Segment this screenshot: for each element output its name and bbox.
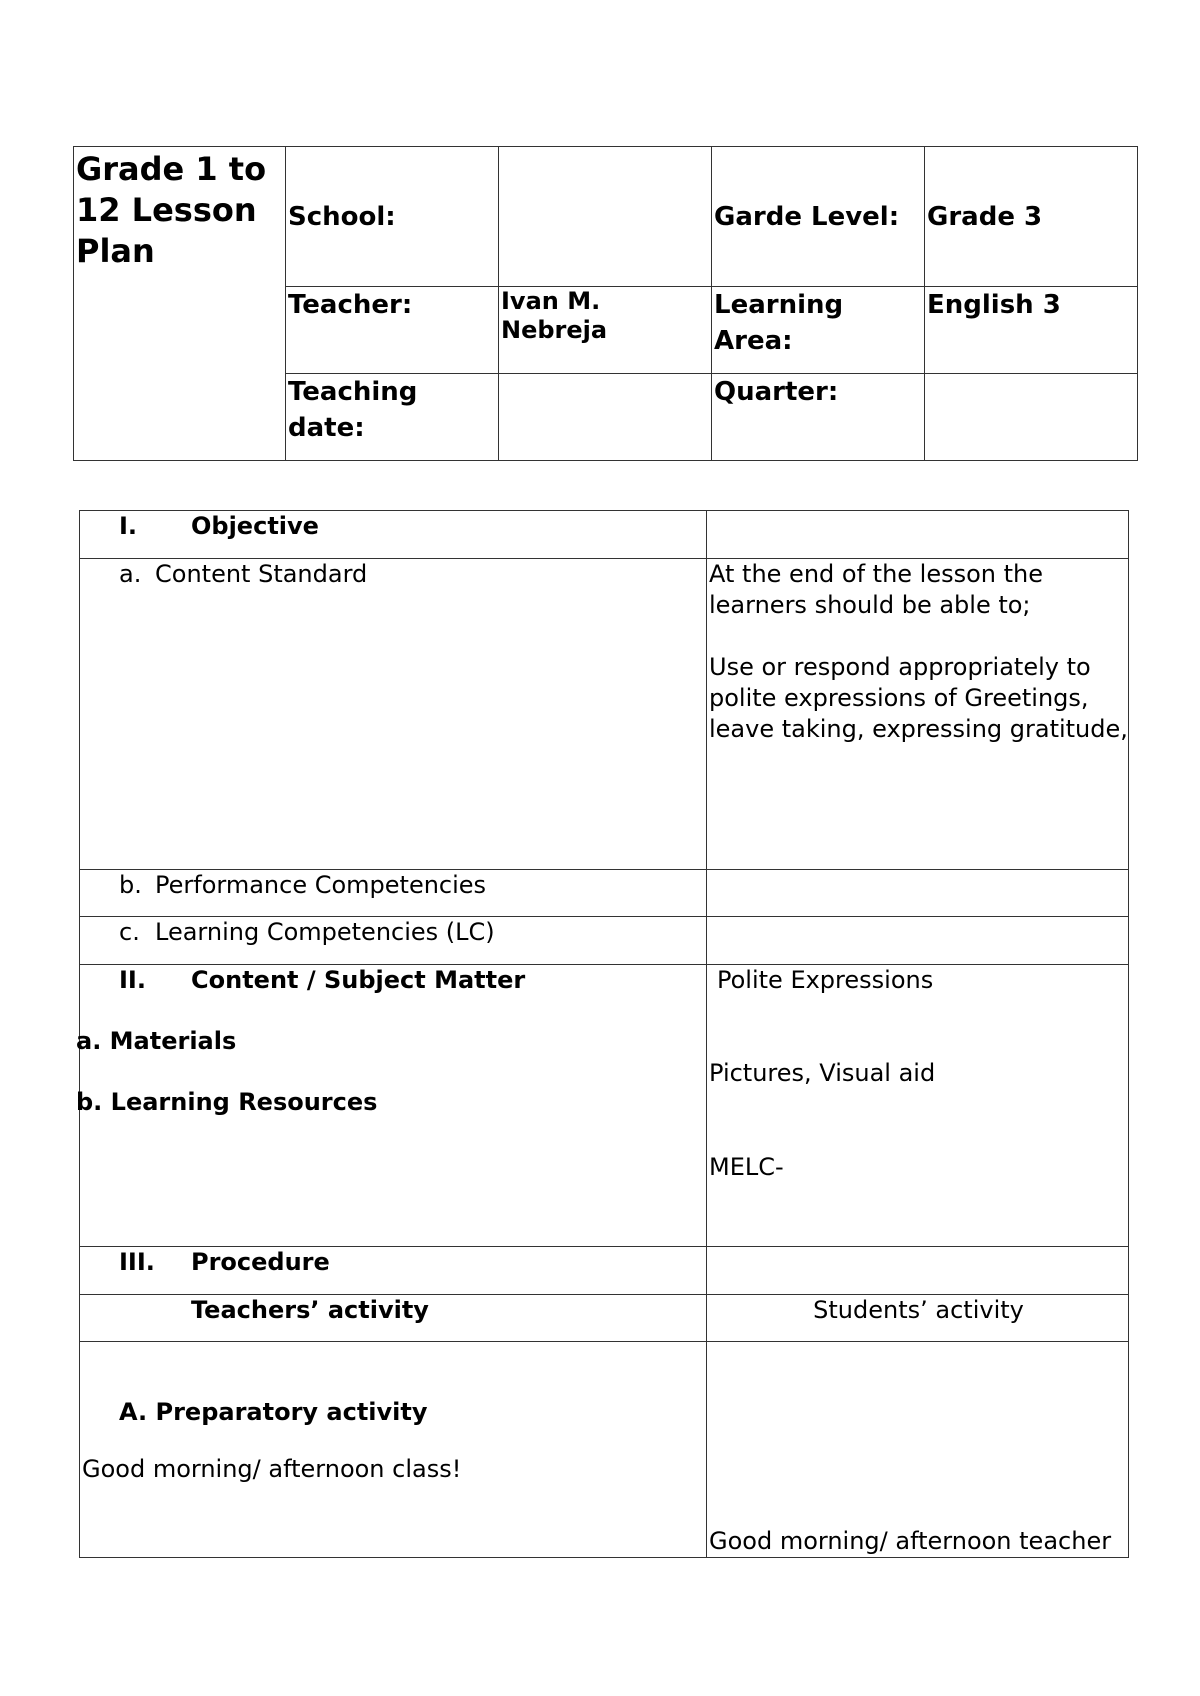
content-standard-label: Content Standard [155, 560, 368, 588]
quarter-value [925, 374, 1138, 461]
procedure-numeral: III. [119, 1248, 155, 1276]
school-label: School: [286, 147, 499, 287]
school-value [499, 147, 712, 287]
lesson-plan-title: Grade 1 to 12 Lesson Plan [74, 147, 286, 461]
content-cell [76, 965, 707, 1247]
learning-competencies-letter: c. [119, 918, 140, 946]
teaching-date-label: Teaching date: [286, 374, 499, 461]
students-activity-heading: Students’ activity [707, 1295, 1129, 1342]
objective-numeral: I. [119, 512, 138, 540]
learning-resources-value: MELC- [709, 1153, 784, 1181]
content-value-cell [707, 965, 1129, 1247]
learning-competencies-label: Learning Competencies (LC) [155, 918, 495, 946]
objective-heading: Objective [191, 512, 319, 540]
performance-value-cell [707, 870, 1129, 917]
teachers-activity-heading: Teachers’ activity [191, 1296, 429, 1324]
teacher-greeting-text: Good morning/ afternoon class! [82, 1455, 462, 1483]
learning-competencies-cell [80, 917, 707, 965]
objective-intro-text: At the end of the lesson the learners should be able to; [709, 560, 1044, 619]
procedure-value-cell [707, 1247, 1129, 1295]
objective-row [80, 511, 1129, 559]
teaching-date-value [499, 374, 712, 461]
objective-value-cell [707, 511, 1129, 559]
content-standard-row [80, 559, 1129, 870]
learning-competencies-row [80, 917, 1129, 965]
content-standard-letter: a. [119, 560, 142, 588]
content-standard-cell [80, 559, 707, 870]
objective-detail-text: Use or respond appropriately to polite expressions of Greetings, leave taking, expressing gratitude, [709, 653, 1128, 743]
teacher-value: Ivan M. Nebreja [499, 287, 712, 374]
quarter-label: Quarter: [712, 374, 925, 461]
content-standard-value-cell [707, 559, 1129, 870]
content-numeral: II. [119, 966, 146, 994]
content-row [80, 965, 1129, 1247]
learning-area-value: English 3 [925, 287, 1138, 374]
materials-label: a. Materials [76, 1027, 237, 1055]
activity-header-row [80, 1295, 1129, 1342]
materials-value: Pictures, Visual aid [709, 1059, 936, 1087]
objective-cell [80, 511, 707, 559]
teachers-activity-header-cell [80, 1295, 707, 1342]
learning-competencies-value-cell [707, 917, 1129, 965]
grade-level-value: Grade 3 [925, 147, 1138, 287]
preparatory-student-cell [707, 1342, 1129, 1558]
procedure-heading: Procedure [191, 1248, 330, 1276]
performance-row [80, 870, 1129, 917]
performance-letter: b. [119, 871, 142, 899]
lesson-plan-body-table [76, 510, 1129, 1558]
learning-area-label: Learning Area: [712, 287, 925, 374]
teacher-label: Teacher: [286, 287, 499, 374]
procedure-cell [80, 1247, 707, 1295]
procedure-row [80, 1247, 1129, 1295]
performance-cell [80, 870, 707, 917]
lesson-plan-header-table [73, 146, 1138, 461]
learning-resources-label: b. Learning Resources [76, 1088, 378, 1116]
subject-matter-value: Polite Expressions [717, 966, 934, 994]
grade-level-label: Garde Level: [712, 147, 925, 287]
student-greeting-text: Good morning/ afternoon teacher [709, 1527, 1112, 1555]
preparatory-heading: A. Preparatory activity [119, 1398, 428, 1426]
content-heading: Content / Subject Matter [191, 966, 526, 994]
preparatory-teacher-cell [80, 1342, 707, 1558]
preparatory-row [80, 1342, 1129, 1558]
performance-label: Performance Competencies [155, 871, 487, 899]
